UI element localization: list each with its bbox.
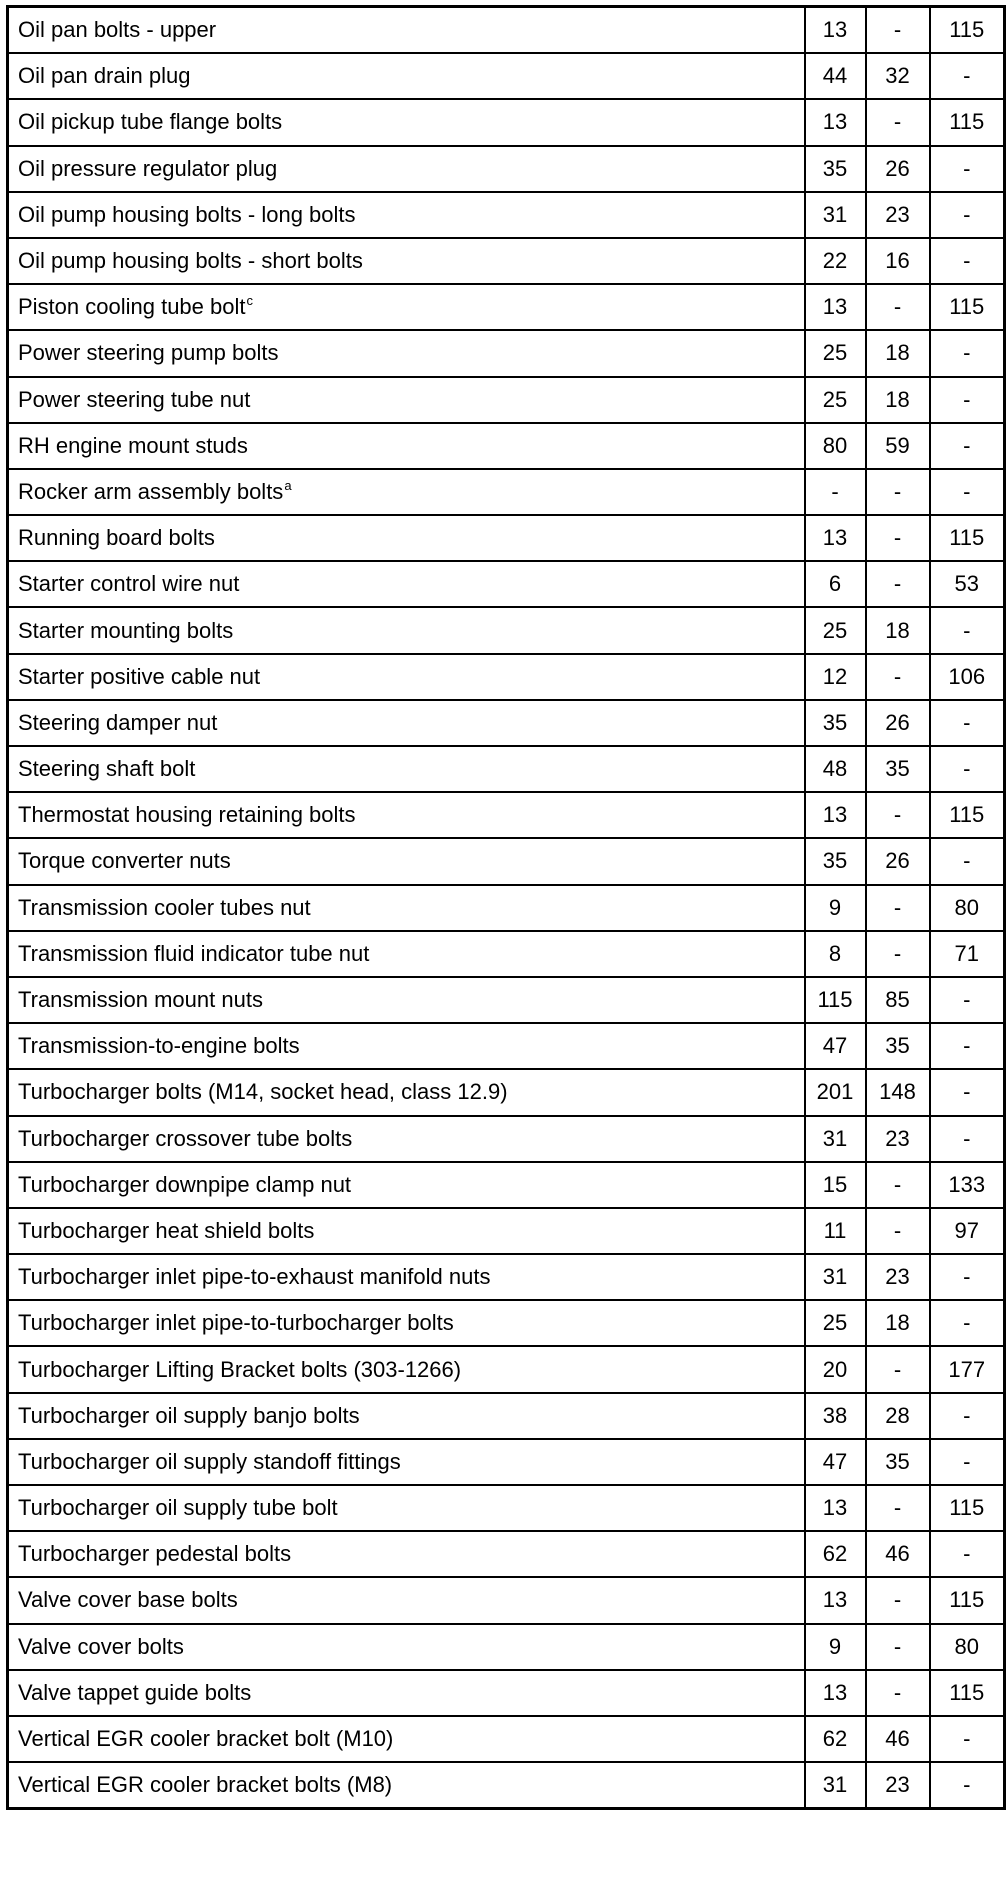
fastener-description-cell — [8, 515, 805, 561]
torque-lbin-cell: - — [930, 330, 1005, 376]
torque-nm-cell: 47 — [805, 1439, 866, 1485]
torque-nm-cell: 25 — [805, 377, 866, 423]
torque-lbin-cell: 115 — [930, 7, 1005, 54]
torque-lbin-cell: - — [930, 192, 1005, 238]
table-row — [8, 1762, 1005, 1809]
torque-lbft-cell: 23 — [866, 1762, 930, 1809]
fastener-description-cell — [8, 330, 805, 376]
fastener-description: Valve tappet guide bolts — [18, 1679, 252, 1705]
torque-lbft-cell: - — [866, 931, 930, 977]
torque-spec-table — [6, 5, 1006, 1810]
table-row — [8, 7, 1005, 54]
table-row — [8, 1531, 1005, 1577]
torque-lbft-cell: 35 — [866, 746, 930, 792]
torque-lbft-cell: - — [866, 1485, 930, 1531]
table-row — [8, 746, 1005, 792]
torque-lbft-cell: 18 — [866, 1300, 930, 1346]
torque-lbin-cell: - — [930, 1762, 1005, 1809]
torque-lbin-cell: - — [930, 238, 1005, 284]
torque-nm-cell: - — [805, 469, 866, 515]
fastener-description-cell — [8, 792, 805, 838]
fastener-description-cell — [8, 1577, 805, 1623]
fastener-description: Power steering pump bolts — [18, 340, 279, 366]
fastener-description: Turbocharger crossover tube bolts — [18, 1125, 353, 1151]
torque-lbft-cell: - — [866, 885, 930, 931]
footnote-marker: c — [246, 293, 253, 309]
torque-lbin-cell: - — [930, 746, 1005, 792]
table-row — [8, 515, 1005, 561]
fastener-description: Oil pressure regulator plug — [18, 155, 278, 181]
fastener-description-cell — [8, 1762, 805, 1809]
torque-nm-cell: 13 — [805, 7, 866, 54]
fastener-description: Turbocharger downpipe clamp nut — [18, 1171, 352, 1197]
torque-lbft-cell: 28 — [866, 1393, 930, 1439]
table-row — [8, 330, 1005, 376]
torque-lbft-cell: - — [866, 7, 930, 54]
fastener-description: Transmission mount nuts — [18, 987, 263, 1013]
torque-nm-cell: 48 — [805, 746, 866, 792]
fastener-description: Piston cooling tube bolt — [18, 294, 246, 320]
fastener-description-cell — [8, 1485, 805, 1531]
torque-lbin-cell: - — [930, 1300, 1005, 1346]
torque-lbin-cell: 53 — [930, 561, 1005, 607]
torque-lbft-cell: - — [866, 515, 930, 561]
torque-lbin-cell: - — [930, 53, 1005, 99]
fastener-description-cell — [8, 607, 805, 653]
fastener-description: Valve cover bolts — [18, 1633, 184, 1659]
fastener-description: Transmission fluid indicator tube nut — [18, 940, 370, 966]
torque-lbft-cell: - — [866, 1670, 930, 1716]
torque-nm-cell: 22 — [805, 238, 866, 284]
torque-lbft-cell: 46 — [866, 1531, 930, 1577]
torque-nm-cell: 25 — [805, 330, 866, 376]
torque-nm-cell: 11 — [805, 1208, 866, 1254]
torque-nm-cell: 80 — [805, 423, 866, 469]
fastener-description-cell — [8, 1208, 805, 1254]
torque-lbin-cell: - — [930, 700, 1005, 746]
table-row — [8, 1670, 1005, 1716]
fastener-description-cell — [8, 654, 805, 700]
torque-lbin-cell: - — [930, 146, 1005, 192]
table-row — [8, 192, 1005, 238]
fastener-description: Turbocharger oil supply tube bolt — [18, 1495, 338, 1521]
fastener-description-cell — [8, 1670, 805, 1716]
fastener-description: Turbocharger Lifting Bracket bolts (303-1266) — [18, 1356, 462, 1382]
torque-lbin-cell: - — [930, 469, 1005, 515]
fastener-description: Oil pickup tube flange bolts — [18, 109, 283, 135]
torque-lbin-cell: 71 — [930, 931, 1005, 977]
fastener-description-cell — [8, 238, 805, 284]
torque-lbin-cell: 115 — [930, 515, 1005, 561]
table-row — [8, 1300, 1005, 1346]
torque-lbft-cell: 23 — [866, 1116, 930, 1162]
fastener-description: Running board bolts — [18, 525, 215, 551]
torque-nm-cell: 25 — [805, 607, 866, 653]
table-row — [8, 1624, 1005, 1670]
fastener-description: Oil pan bolts - upper — [18, 17, 217, 43]
torque-nm-cell: 13 — [805, 1577, 866, 1623]
torque-lbin-cell: 115 — [930, 284, 1005, 330]
torque-nm-cell: 9 — [805, 1624, 866, 1670]
torque-nm-cell: 31 — [805, 192, 866, 238]
torque-nm-cell: 115 — [805, 977, 866, 1023]
fastener-description: Transmission-to-engine bolts — [18, 1033, 300, 1059]
table-row — [8, 977, 1005, 1023]
fastener-description: Turbocharger inlet pipe-to-turbocharger bolts — [18, 1310, 454, 1336]
torque-nm-cell: 13 — [805, 284, 866, 330]
torque-lbin-cell: 115 — [930, 99, 1005, 145]
torque-nm-cell: 13 — [805, 1670, 866, 1716]
fastener-description-cell — [8, 1023, 805, 1069]
fastener-description-cell — [8, 284, 805, 330]
table-row — [8, 700, 1005, 746]
torque-lbin-cell: - — [930, 377, 1005, 423]
torque-lbft-cell: 26 — [866, 700, 930, 746]
fastener-description: RH engine mount studs — [18, 432, 248, 458]
fastener-description: Turbocharger oil supply standoff fittings — [18, 1448, 401, 1474]
table-row — [8, 1162, 1005, 1208]
torque-lbin-cell: 115 — [930, 1670, 1005, 1716]
torque-lbin-cell: - — [930, 607, 1005, 653]
torque-lbft-cell: - — [866, 561, 930, 607]
torque-nm-cell: 13 — [805, 1485, 866, 1531]
torque-nm-cell: 201 — [805, 1069, 866, 1115]
fastener-description: Steering damper nut — [18, 709, 218, 735]
torque-lbin-cell: 80 — [930, 1624, 1005, 1670]
torque-lbft-cell: - — [866, 1208, 930, 1254]
torque-nm-cell: 6 — [805, 561, 866, 607]
torque-lbft-cell: - — [866, 99, 930, 145]
fastener-description-cell — [8, 99, 805, 145]
fastener-description: Steering shaft bolt — [18, 756, 196, 782]
table-row — [8, 1116, 1005, 1162]
table-row — [8, 423, 1005, 469]
table-row — [8, 1346, 1005, 1392]
fastener-description-cell — [8, 700, 805, 746]
fastener-description-cell — [8, 423, 805, 469]
torque-lbft-cell: 148 — [866, 1069, 930, 1115]
torque-nm-cell: 13 — [805, 99, 866, 145]
torque-lbft-cell: 18 — [866, 330, 930, 376]
table-row — [8, 1716, 1005, 1762]
table-row — [8, 1393, 1005, 1439]
fastener-description: Torque converter nuts — [18, 848, 231, 874]
table-row — [8, 238, 1005, 284]
torque-lbin-cell: 115 — [930, 792, 1005, 838]
torque-lbin-cell: - — [930, 838, 1005, 884]
torque-lbft-cell: 85 — [866, 977, 930, 1023]
fastener-description-cell — [8, 1716, 805, 1762]
fastener-description: Oil pan drain plug — [18, 63, 191, 89]
fastener-description-cell — [8, 1254, 805, 1300]
table-row — [8, 838, 1005, 884]
table-row — [8, 1023, 1005, 1069]
table-row — [8, 1485, 1005, 1531]
fastener-description-cell — [8, 377, 805, 423]
torque-lbin-cell: 177 — [930, 1346, 1005, 1392]
table-row — [8, 1254, 1005, 1300]
table-row — [8, 931, 1005, 977]
torque-nm-cell: 9 — [805, 885, 866, 931]
torque-lbin-cell: - — [930, 1531, 1005, 1577]
torque-lbft-cell: 18 — [866, 607, 930, 653]
torque-lbft-cell: 26 — [866, 146, 930, 192]
torque-lbft-cell: - — [866, 284, 930, 330]
torque-lbft-cell: 23 — [866, 192, 930, 238]
torque-nm-cell: 62 — [805, 1531, 866, 1577]
torque-nm-cell: 35 — [805, 146, 866, 192]
table-row — [8, 1577, 1005, 1623]
torque-lbft-cell: - — [866, 1162, 930, 1208]
table-row — [8, 284, 1005, 330]
fastener-description: Oil pump housing bolts - short bolts — [18, 248, 363, 274]
fastener-description: Starter mounting bolts — [18, 617, 234, 643]
fastener-description: Starter positive cable nut — [18, 663, 261, 689]
table-row — [8, 885, 1005, 931]
fastener-description-cell — [8, 1116, 805, 1162]
fastener-description-cell — [8, 1531, 805, 1577]
torque-nm-cell: 31 — [805, 1116, 866, 1162]
fastener-description: Thermostat housing retaining bolts — [18, 802, 356, 828]
table-row — [8, 1069, 1005, 1115]
torque-lbin-cell: 133 — [930, 1162, 1005, 1208]
table-row — [8, 377, 1005, 423]
fastener-description-cell — [8, 1346, 805, 1392]
torque-lbft-cell: 46 — [866, 1716, 930, 1762]
fastener-description-cell — [8, 146, 805, 192]
torque-nm-cell: 8 — [805, 931, 866, 977]
torque-nm-cell: 35 — [805, 838, 866, 884]
fastener-description: Starter control wire nut — [18, 571, 240, 597]
torque-lbin-cell: - — [930, 1439, 1005, 1485]
table-row — [8, 607, 1005, 653]
fastener-description-cell — [8, 7, 805, 54]
torque-nm-cell: 12 — [805, 654, 866, 700]
torque-nm-cell: 31 — [805, 1762, 866, 1809]
footnote-marker: a — [284, 477, 292, 493]
table-row — [8, 469, 1005, 515]
torque-lbft-cell: - — [866, 469, 930, 515]
fastener-description: Vertical EGR cooler bracket bolt (M10) — [18, 1726, 394, 1752]
fastener-description-cell — [8, 931, 805, 977]
torque-nm-cell: 25 — [805, 1300, 866, 1346]
torque-nm-cell: 38 — [805, 1393, 866, 1439]
torque-lbft-cell: 32 — [866, 53, 930, 99]
fastener-description: Turbocharger heat shield bolts — [18, 1217, 315, 1243]
torque-lbin-cell: - — [930, 977, 1005, 1023]
torque-nm-cell: 35 — [805, 700, 866, 746]
fastener-description-cell — [8, 1069, 805, 1115]
torque-lbft-cell: 23 — [866, 1254, 930, 1300]
torque-lbft-cell: - — [866, 1577, 930, 1623]
torque-nm-cell: 44 — [805, 53, 866, 99]
torque-nm-cell: 13 — [805, 792, 866, 838]
torque-lbft-cell: - — [866, 1624, 930, 1670]
torque-lbin-cell: 106 — [930, 654, 1005, 700]
torque-nm-cell: 15 — [805, 1162, 866, 1208]
fastener-description: Vertical EGR cooler bracket bolts (M8) — [18, 1772, 393, 1798]
table-row — [8, 1439, 1005, 1485]
torque-lbft-cell: 59 — [866, 423, 930, 469]
fastener-description-cell — [8, 838, 805, 884]
fastener-description-cell — [8, 1439, 805, 1485]
fastener-description: Turbocharger pedestal bolts — [18, 1541, 292, 1567]
fastener-description: Turbocharger inlet pipe-to-exhaust manifold nuts — [18, 1264, 491, 1290]
table-row — [8, 53, 1005, 99]
torque-lbin-cell: - — [930, 1254, 1005, 1300]
fastener-description-cell — [8, 977, 805, 1023]
fastener-description-cell — [8, 1624, 805, 1670]
torque-lbin-cell: - — [930, 1023, 1005, 1069]
fastener-description: Turbocharger bolts (M14, socket head, class 12.9) — [18, 1079, 508, 1105]
fastener-description-cell — [8, 53, 805, 99]
torque-lbft-cell: 18 — [866, 377, 930, 423]
torque-lbin-cell: 97 — [930, 1208, 1005, 1254]
torque-lbin-cell: - — [930, 423, 1005, 469]
torque-lbin-cell: - — [930, 1393, 1005, 1439]
torque-lbft-cell: - — [866, 654, 930, 700]
torque-lbft-cell: 26 — [866, 838, 930, 884]
fastener-description-cell — [8, 746, 805, 792]
fastener-description: Power steering tube nut — [18, 386, 251, 412]
fastener-description-cell — [8, 1300, 805, 1346]
torque-lbft-cell: - — [866, 792, 930, 838]
fastener-description-cell — [8, 1162, 805, 1208]
fastener-description-cell — [8, 561, 805, 607]
torque-lbin-cell: 115 — [930, 1485, 1005, 1531]
fastener-description-cell — [8, 192, 805, 238]
torque-nm-cell: 20 — [805, 1346, 866, 1392]
fastener-description: Oil pump housing bolts - long bolts — [18, 201, 356, 227]
torque-spec-sheet — [6, 5, 1003, 1810]
fastener-description-cell — [8, 469, 805, 515]
table-row — [8, 654, 1005, 700]
torque-lbft-cell: - — [866, 1346, 930, 1392]
fastener-description: Rocker arm assembly bolts — [18, 478, 284, 504]
torque-lbft-cell: 35 — [866, 1439, 930, 1485]
table-row — [8, 146, 1005, 192]
torque-lbin-cell: 80 — [930, 885, 1005, 931]
torque-nm-cell: 62 — [805, 1716, 866, 1762]
torque-nm-cell: 13 — [805, 515, 866, 561]
torque-table-body — [8, 7, 1005, 1809]
fastener-description-cell — [8, 1393, 805, 1439]
fastener-description-cell — [8, 885, 805, 931]
torque-nm-cell: 47 — [805, 1023, 866, 1069]
fastener-description: Transmission cooler tubes nut — [18, 894, 311, 920]
table-row — [8, 561, 1005, 607]
table-row — [8, 99, 1005, 145]
torque-lbin-cell: - — [930, 1116, 1005, 1162]
torque-lbft-cell: 16 — [866, 238, 930, 284]
fastener-description: Turbocharger oil supply banjo bolts — [18, 1402, 360, 1428]
table-row — [8, 1208, 1005, 1254]
torque-lbft-cell: 35 — [866, 1023, 930, 1069]
torque-nm-cell: 31 — [805, 1254, 866, 1300]
table-row — [8, 792, 1005, 838]
fastener-description: Valve cover base bolts — [18, 1587, 238, 1613]
torque-lbin-cell: 115 — [930, 1577, 1005, 1623]
torque-lbin-cell: - — [930, 1716, 1005, 1762]
torque-lbin-cell: - — [930, 1069, 1005, 1115]
